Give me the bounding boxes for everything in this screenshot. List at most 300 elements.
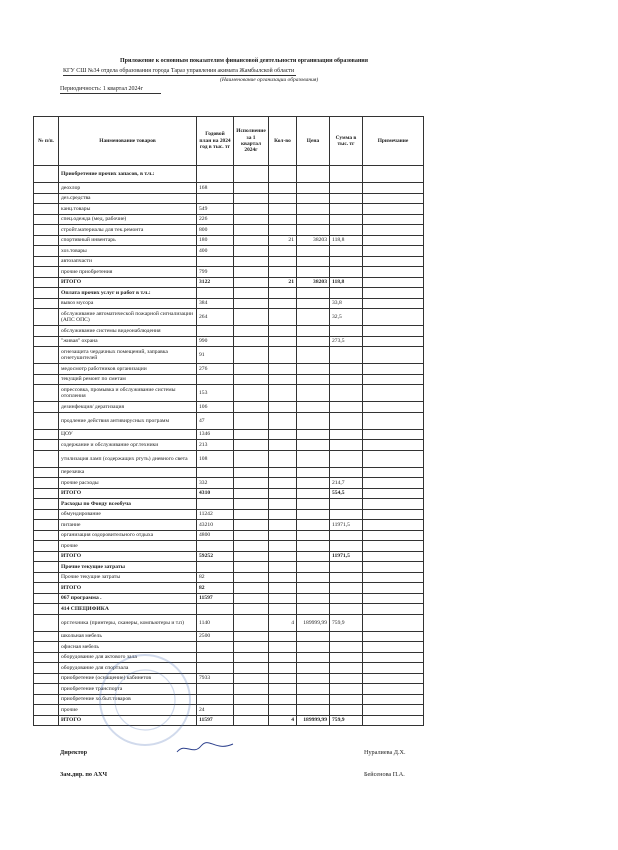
cell-num — [34, 267, 59, 278]
cell-sum: 759,9 — [330, 614, 363, 631]
cell-note — [363, 385, 424, 402]
table-row — [34, 225, 424, 236]
cell-price — [297, 604, 330, 615]
cell-price — [297, 267, 330, 278]
cell-name: школьная мебель — [59, 631, 197, 642]
table-row — [34, 412, 424, 429]
cell-name: перезачка — [59, 467, 197, 478]
cell-name: Оплата прочих услуг и работ в т.ч.: — [59, 288, 197, 299]
cell-name: деохлор — [59, 183, 197, 194]
cell-plan — [197, 326, 234, 337]
cell-plan — [197, 694, 234, 705]
cell-qty — [269, 402, 297, 413]
cell-name: содержание и обслуживание орг.техники — [59, 440, 197, 451]
cell-name: прочие — [59, 541, 197, 552]
table-body — [34, 166, 424, 726]
cell-name: опрессовка, промывка и обслуживание системы отопления — [59, 385, 197, 402]
cell-price — [297, 288, 330, 299]
cell-sum — [330, 193, 363, 204]
cell-plan: 11597 — [197, 593, 234, 604]
cell-exec — [234, 429, 269, 440]
cell-note — [363, 235, 424, 246]
table-row — [34, 509, 424, 520]
cell-note — [363, 520, 424, 531]
table-row — [34, 326, 424, 337]
cell-note — [363, 336, 424, 347]
table-row — [34, 440, 424, 451]
cell-sum — [330, 652, 363, 663]
cell-qty — [269, 183, 297, 194]
header-exec: Исполнение за 1 квартал 2024г — [234, 117, 269, 166]
cell-name: ИТОГО — [59, 488, 197, 499]
cell-note — [363, 309, 424, 326]
cell-name: канц.товары — [59, 204, 197, 215]
table-row — [34, 385, 424, 402]
cell-num — [34, 298, 59, 309]
cell-num — [34, 204, 59, 215]
table-row — [34, 214, 424, 225]
cell-exec — [234, 551, 269, 562]
cell-plan — [197, 193, 234, 204]
cell-num — [34, 256, 59, 267]
cell-note — [363, 364, 424, 375]
cell-num — [34, 166, 59, 183]
cell-price — [297, 631, 330, 642]
cell-qty — [269, 593, 297, 604]
cell-num — [34, 450, 59, 467]
cell-name: стройт.материалы для тек.ремонта — [59, 225, 197, 236]
cell-num — [34, 440, 59, 451]
header-qty: Кол-во — [269, 117, 297, 166]
cell-note — [363, 684, 424, 695]
cell-sum — [330, 663, 363, 674]
cell-plan: 24 — [197, 705, 234, 716]
cell-plan: 106 — [197, 402, 234, 413]
cell-qty — [269, 309, 297, 326]
cell-plan: 180 — [197, 235, 234, 246]
cell-sum — [330, 593, 363, 604]
cell-name: прочие — [59, 705, 197, 716]
cell-exec — [234, 530, 269, 541]
cell-qty — [269, 214, 297, 225]
cell-sum — [330, 440, 363, 451]
cell-sum — [330, 183, 363, 194]
cell-name: огнезащита чердачных помещений, заправка огнетушителей — [59, 347, 197, 364]
cell-sum — [330, 402, 363, 413]
cell-qty — [269, 509, 297, 520]
cell-exec — [234, 412, 269, 429]
cell-qty — [269, 288, 297, 299]
cell-plan: 4310 — [197, 488, 234, 499]
cell-num — [34, 520, 59, 531]
table-row — [34, 488, 424, 499]
cell-sum: 759,9 — [330, 715, 363, 726]
cell-qty — [269, 551, 297, 562]
cell-exec — [234, 267, 269, 278]
cell-sum — [330, 642, 363, 653]
cell-price — [297, 583, 330, 594]
cell-qty — [269, 412, 297, 429]
cell-plan: 47 — [197, 412, 234, 429]
cell-plan — [197, 562, 234, 573]
cell-name: вывоз мусора — [59, 298, 197, 309]
cell-price — [297, 309, 330, 326]
cell-qty — [269, 225, 297, 236]
cell-note — [363, 467, 424, 478]
cell-name: текущий ремонт по сметам — [59, 374, 197, 385]
cell-plan: 990 — [197, 336, 234, 347]
cell-exec — [234, 246, 269, 257]
table-row — [34, 309, 424, 326]
cell-qty — [269, 450, 297, 467]
cell-sum — [330, 467, 363, 478]
cell-note — [363, 631, 424, 642]
cell-plan: 82 — [197, 572, 234, 583]
cell-note — [363, 374, 424, 385]
cell-num — [34, 277, 59, 288]
cell-qty — [269, 673, 297, 684]
cell-plan — [197, 166, 234, 183]
cell-sum — [330, 684, 363, 695]
cell-qty — [269, 604, 297, 615]
cell-plan — [197, 541, 234, 552]
cell-exec — [234, 593, 269, 604]
cell-sum — [330, 429, 363, 440]
cell-price — [297, 551, 330, 562]
cell-num — [34, 183, 59, 194]
cell-num — [34, 694, 59, 705]
cell-plan: 82 — [197, 583, 234, 594]
cell-num — [34, 684, 59, 695]
cell-qty — [269, 583, 297, 594]
cell-qty — [269, 572, 297, 583]
cell-qty: 21 — [269, 277, 297, 288]
cell-note — [363, 402, 424, 413]
cell-sum — [330, 326, 363, 337]
table-row — [34, 256, 424, 267]
document-title: Приложение к основным показателям финансовой деятельности организации образования — [120, 58, 369, 64]
stamp-seal — [95, 650, 195, 750]
header-num: № п/п. — [34, 117, 59, 166]
table-row — [34, 288, 424, 299]
cell-sum — [330, 246, 363, 257]
cell-qty: 21 — [269, 235, 297, 246]
cell-plan: 1346 — [197, 429, 234, 440]
cell-price — [297, 467, 330, 478]
cell-plan — [197, 374, 234, 385]
cell-price — [297, 440, 330, 451]
cell-name: 067 программа . — [59, 593, 197, 604]
cell-qty — [269, 520, 297, 531]
cell-price: 189999,99 — [297, 614, 330, 631]
cell-plan: 91 — [197, 347, 234, 364]
cell-note — [363, 705, 424, 716]
cell-name: организация оздоровительного отдыха — [59, 530, 197, 541]
cell-num — [34, 336, 59, 347]
cell-plan — [197, 642, 234, 653]
table-header-row — [34, 117, 424, 166]
cell-plan — [197, 663, 234, 674]
cell-sum: 118,8 — [330, 277, 363, 288]
cell-qty — [269, 256, 297, 267]
deputy-label: Зам.дир. по АХЧ — [60, 771, 108, 778]
cell-exec — [234, 715, 269, 726]
cell-price — [297, 541, 330, 552]
cell-name: приобретение транспорта — [59, 684, 197, 695]
cell-num — [34, 429, 59, 440]
cell-num — [34, 663, 59, 674]
cell-num — [34, 193, 59, 204]
cell-exec — [234, 642, 269, 653]
cell-exec — [234, 684, 269, 695]
cell-sum — [330, 267, 363, 278]
cell-name: спец.одежда (мед, рабочие) — [59, 214, 197, 225]
cell-price — [297, 347, 330, 364]
cell-num — [34, 583, 59, 594]
cell-name: ИТОГО — [59, 583, 197, 594]
cell-qty — [269, 642, 297, 653]
cell-qty — [269, 267, 297, 278]
cell-price — [297, 183, 330, 194]
cell-num — [34, 593, 59, 604]
cell-num — [34, 631, 59, 642]
cell-exec — [234, 541, 269, 552]
cell-price — [297, 193, 330, 204]
deputy-name: Бейсенова П.А. — [364, 771, 405, 778]
cell-price — [297, 166, 330, 183]
cell-qty: 4 — [269, 614, 297, 631]
cell-sum — [330, 562, 363, 573]
cell-num — [34, 551, 59, 562]
cell-plan: 276 — [197, 364, 234, 375]
cell-plan: 43210 — [197, 520, 234, 531]
cell-name: приобретение (оснащение) кабинетов — [59, 673, 197, 684]
cell-name: приобретение хо.быт.товаров — [59, 694, 197, 705]
cell-price — [297, 225, 330, 236]
header-sum: Сумма в тыс. тг — [330, 117, 363, 166]
cell-plan — [197, 499, 234, 510]
cell-name: ИТОГО — [59, 277, 197, 288]
cell-exec — [234, 183, 269, 194]
cell-price — [297, 478, 330, 489]
cell-exec — [234, 694, 269, 705]
cell-price — [297, 530, 330, 541]
cell-note — [363, 214, 424, 225]
cell-qty: 4 — [269, 715, 297, 726]
cell-exec — [234, 705, 269, 716]
cell-name: орг.техника (принтеры, сканеры, компьютеры и т.п) — [59, 614, 197, 631]
cell-plan: 153 — [197, 385, 234, 402]
cell-sum: 33,8 — [330, 298, 363, 309]
cell-sum — [330, 374, 363, 385]
header-note: Примечание — [363, 117, 424, 166]
cell-exec — [234, 467, 269, 478]
cell-exec — [234, 604, 269, 615]
cell-name: "живая" охрана — [59, 336, 197, 347]
cell-num — [34, 673, 59, 684]
cell-note — [363, 604, 424, 615]
table-row — [34, 572, 424, 583]
cell-exec — [234, 288, 269, 299]
cell-price — [297, 364, 330, 375]
cell-sum — [330, 583, 363, 594]
cell-price — [297, 509, 330, 520]
cell-num — [34, 478, 59, 489]
cell-price: 38203 — [297, 235, 330, 246]
cell-name: дез.средства — [59, 193, 197, 204]
cell-note — [363, 530, 424, 541]
cell-name: медосмотр работников организации — [59, 364, 197, 375]
table-row — [34, 541, 424, 552]
cell-price — [297, 298, 330, 309]
cell-num — [34, 499, 59, 510]
cell-price — [297, 673, 330, 684]
cell-price: 38203 — [297, 277, 330, 288]
cell-note — [363, 166, 424, 183]
header-plan: Годовой план на 2024 год в тыс. тг — [197, 117, 234, 166]
cell-name: автозапчасти — [59, 256, 197, 267]
cell-sum — [330, 385, 363, 402]
cell-price — [297, 562, 330, 573]
cell-note — [363, 673, 424, 684]
cell-sum — [330, 572, 363, 583]
cell-num — [34, 385, 59, 402]
cell-exec — [234, 673, 269, 684]
cell-exec — [234, 204, 269, 215]
table-row — [34, 530, 424, 541]
cell-sum — [330, 214, 363, 225]
table-row — [34, 604, 424, 615]
cell-note — [363, 204, 424, 215]
director-label: Директор — [60, 749, 88, 756]
director-signature — [175, 738, 235, 758]
header-name: Наименование товаров — [59, 117, 197, 166]
cell-sum: 554,5 — [330, 488, 363, 499]
cell-exec — [234, 440, 269, 451]
cell-note — [363, 267, 424, 278]
cell-price — [297, 246, 330, 257]
table-row — [34, 467, 424, 478]
cell-qty — [269, 631, 297, 642]
table-row — [34, 298, 424, 309]
cell-price — [297, 336, 330, 347]
cell-exec — [234, 385, 269, 402]
cell-note — [363, 440, 424, 451]
table-row — [34, 593, 424, 604]
cell-num — [34, 509, 59, 520]
cell-qty — [269, 166, 297, 183]
cell-sum — [330, 166, 363, 183]
table-row — [34, 652, 424, 663]
cell-plan: 264 — [197, 309, 234, 326]
cell-num — [34, 309, 59, 326]
cell-num — [34, 288, 59, 299]
cell-price — [297, 214, 330, 225]
cell-exec — [234, 326, 269, 337]
cell-name: ИТОГО — [59, 551, 197, 562]
table-row — [34, 715, 424, 726]
cell-qty — [269, 364, 297, 375]
cell-name: Расходы по Фонду всеобуча — [59, 499, 197, 510]
table-row — [34, 684, 424, 695]
cell-plan: 7933 — [197, 673, 234, 684]
cell-price — [297, 694, 330, 705]
table-row — [34, 562, 424, 573]
cell-sum: 118,8 — [330, 235, 363, 246]
cell-plan — [197, 288, 234, 299]
cell-sum — [330, 541, 363, 552]
table-row — [34, 402, 424, 413]
cell-exec — [234, 225, 269, 236]
cell-note — [363, 663, 424, 674]
cell-qty — [269, 204, 297, 215]
cell-price — [297, 593, 330, 604]
cell-qty — [269, 193, 297, 204]
cell-exec — [234, 614, 269, 631]
cell-plan: 400 — [197, 246, 234, 257]
cell-name: Прочие текущие затраты — [59, 572, 197, 583]
cell-plan: 3122 — [197, 277, 234, 288]
table-row — [34, 694, 424, 705]
cell-note — [363, 694, 424, 705]
table-row — [34, 374, 424, 385]
cell-note — [363, 541, 424, 552]
cell-num — [34, 412, 59, 429]
cell-exec — [234, 256, 269, 267]
table-row — [34, 450, 424, 467]
cell-qty — [269, 347, 297, 364]
cell-name: оборудование для спортзала — [59, 663, 197, 674]
cell-name: ИТОГО — [59, 715, 197, 726]
table-row — [34, 277, 424, 288]
cell-plan: 4800 — [197, 530, 234, 541]
cell-name: Приобретение прочих запасов, в т.ч.: — [59, 166, 197, 183]
cell-plan — [197, 604, 234, 615]
cell-plan: 1140 — [197, 614, 234, 631]
cell-name: спортивный инвентарь — [59, 235, 197, 246]
cell-plan — [197, 684, 234, 695]
cell-exec — [234, 235, 269, 246]
cell-sum — [330, 450, 363, 467]
cell-qty — [269, 684, 297, 695]
cell-num — [34, 246, 59, 257]
cell-plan: 213 — [197, 440, 234, 451]
cell-exec — [234, 488, 269, 499]
cell-sum: 11971,5 — [330, 551, 363, 562]
cell-name: Прочие текущие затраты — [59, 562, 197, 573]
cell-exec — [234, 374, 269, 385]
cell-qty — [269, 694, 297, 705]
cell-price — [297, 642, 330, 653]
table-row — [34, 520, 424, 531]
cell-sum — [330, 412, 363, 429]
cell-sum — [330, 604, 363, 615]
cell-price — [297, 385, 330, 402]
cell-note — [363, 583, 424, 594]
cell-sum — [330, 694, 363, 705]
cell-plan — [197, 652, 234, 663]
cell-note — [363, 429, 424, 440]
table-row — [34, 583, 424, 594]
cell-price — [297, 663, 330, 674]
cell-name: дезинфекция/ дератизация — [59, 402, 197, 413]
table-row — [34, 673, 424, 684]
header-price: Цена — [297, 117, 330, 166]
cell-exec — [234, 214, 269, 225]
cell-qty — [269, 652, 297, 663]
cell-name: утилизация ламп (содержащих ртуть) дневного света — [59, 450, 197, 467]
cell-qty — [269, 440, 297, 451]
